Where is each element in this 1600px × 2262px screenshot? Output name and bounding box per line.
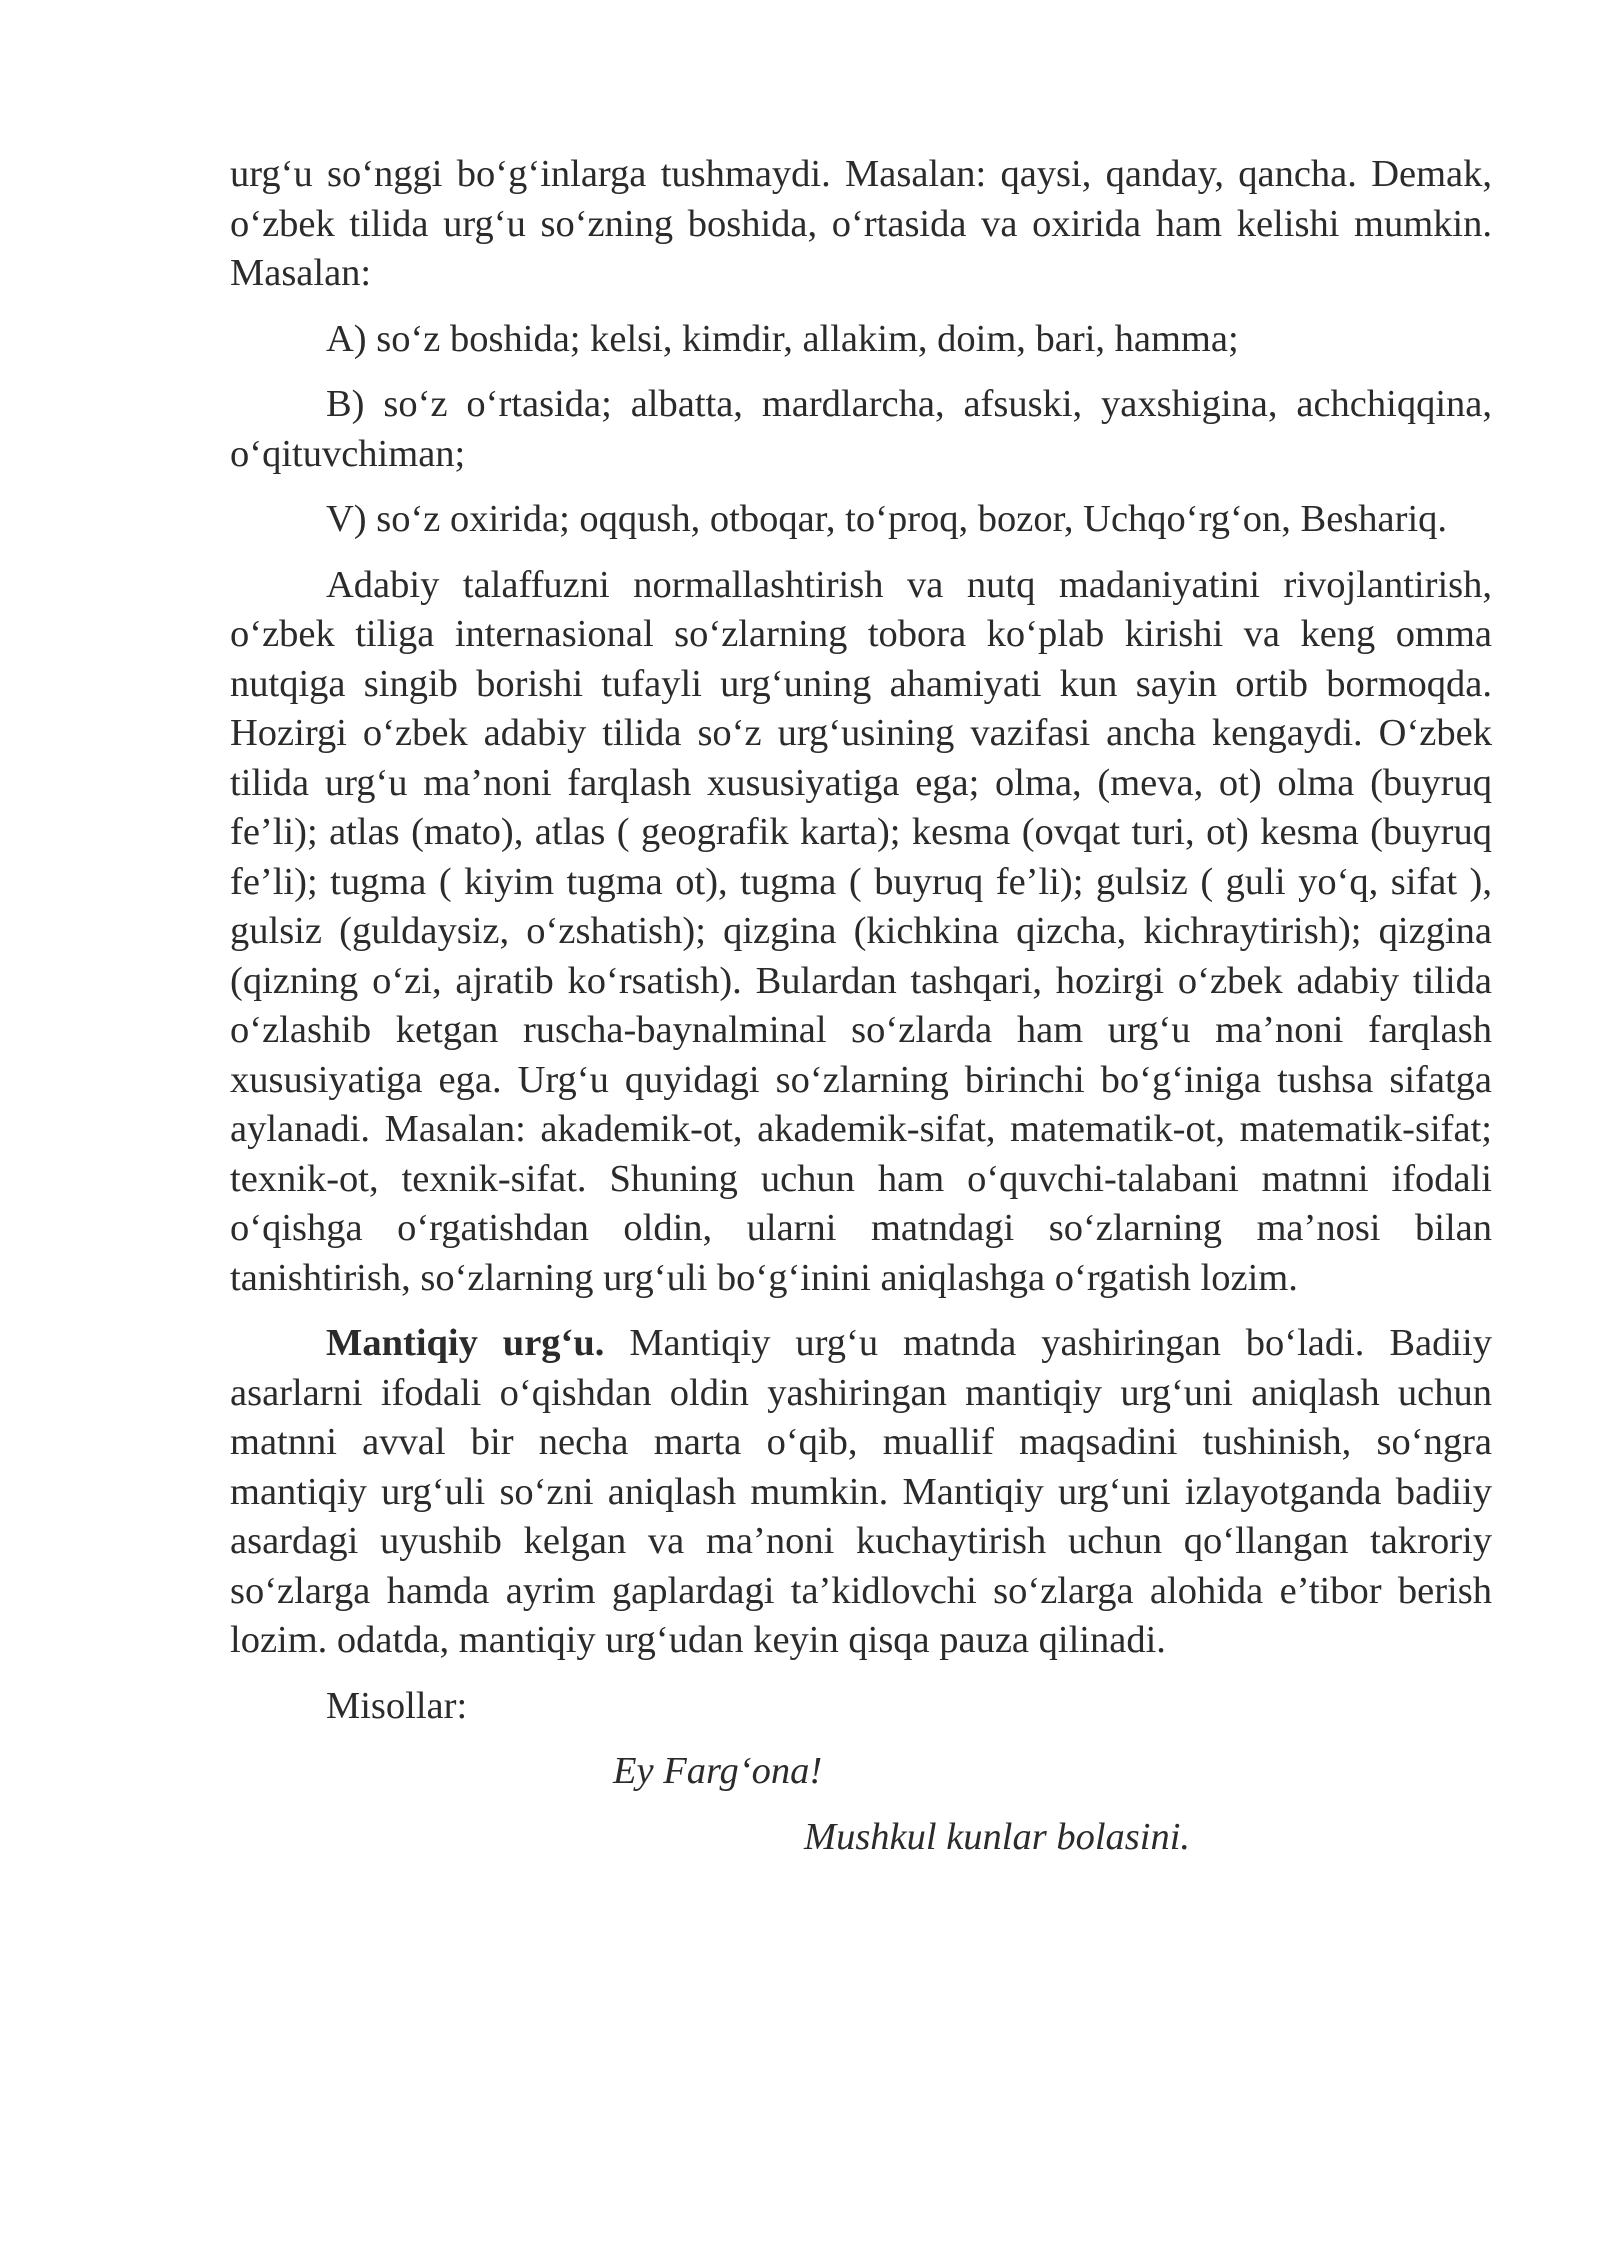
section-body: Mantiqiy urg‘u matnda yashiringan bo‘ladi. Badiiy asarlarni ifodali o‘qishdan oldin yashiringan mantiqiy urg‘uni aniqlash uchun matnni avval bir necha marta o‘qib, muallif maqsadini tushinish, so‘ngra mantiqiy urg‘uli so‘zni aniqlash mumkin. Mantiqiy urg‘uni izlayotganda badiiy asardagi uyushib kelgan va ma’noni kuchaytirish uchun qo‘llangan takroriy so‘zlarga hamda ayrim gaplardagi ta’kidlovchi so‘zlarga alohida e’tibor berish lozim. odatda, mantiqiy urg‘udan keyin qisqa pauza qilinadi. <box>230 1322 1493 1661</box>
verse-line-2: Mushkul kunlar bolasini. <box>804 1815 1191 1858</box>
verse-line-1: Ey Farg‘ona! <box>613 1750 823 1792</box>
paragraph-example-a: A) so‘z boshida; kelsi, kimdir, allakim, doim, bari, hamma; <box>326 317 1239 360</box>
paragraph-logical-stress <box>230 1319 1492 1666</box>
paragraph-example-b: B) so‘z o‘rtasida; albatta, mardlarcha, afsuski, yaxshigina, achchiqqina, o‘qituvchiman; <box>230 383 1492 475</box>
paragraph-literary-pronunciation: Adabiy talaffuzni normallashtirish va nutq madaniyatini rivojlantirish, o‘zbek tiliga internasional so‘zlarning tobora ko‘plab kirishi va keng omma nutqiga singib borishi tufayli urg‘uning ahamiyati kun sayin ortib bormoqda. Hozirgi o‘zbek adabiy tilida so‘z urg‘usining vazifasi ancha kengaydi. O‘zbek tilida urg‘u ma’noni farqlash xususiyatiga ega; olma, (meva, ot) olma (buyruq fe’li); atlas (mato), atlas ( geografik karta); kesma (ovqat turi, ot) kesma (buyruq fe’li); tugma ( kiyim tugma ot), tugma ( buyruq fe’li); gulsiz ( guli yo‘q, sifat ), gulsiz (guldaysiz, o‘zshatish); qizgina (kichkina qizcha, kichraytirish); qizgina (qizning o‘zi, ajratib ko‘rsatish). Bulardan tashqari, hozirgi o‘zbek adabiy tilida o‘zlashib ketgan ruscha-baynalminal so‘zlarda ham urg‘u ma’noni farqlash xususiyatiga ega. Urg‘u quyidagi so‘zlarning birinchi bo‘g‘iniga tushsa sifatga aylanadi. Masalan: akademik-ot, akademik-sifat, matematik-ot, matematik-sifat; texnik-ot, texnik-sifat. Shuning uchun ham o‘quvchi-talabani matnni ifodali o‘qishga o‘rgatishdan oldin, ularni matndagi so‘zlarning ma’nosi bilan tanishtirish, so‘zlarning urg‘uli bo‘g‘inini aniqlashga o‘rgatish lozim. <box>230 563 1492 1299</box>
paragraph-continuation: urg‘u so‘nggi bo‘g‘inlarga tushmaydi. Masalan: qaysi, qanday, qancha. Demak, o‘zbek tilida urg‘u so‘zning boshida, o‘rtasida va oxirida ham kelishi mumkin. Masalan: <box>230 153 1492 294</box>
examples-label: Misollar: <box>326 1684 468 1727</box>
paragraph-example-v: V) so‘z oxirida; oqqush, otboqar, to‘proq, bozor, Uchqo‘rg‘on, Beshariq. <box>326 498 1448 540</box>
section-heading: Mantiqiy urg‘u. <box>326 1322 605 1364</box>
body-text <box>230 150 1492 1862</box>
